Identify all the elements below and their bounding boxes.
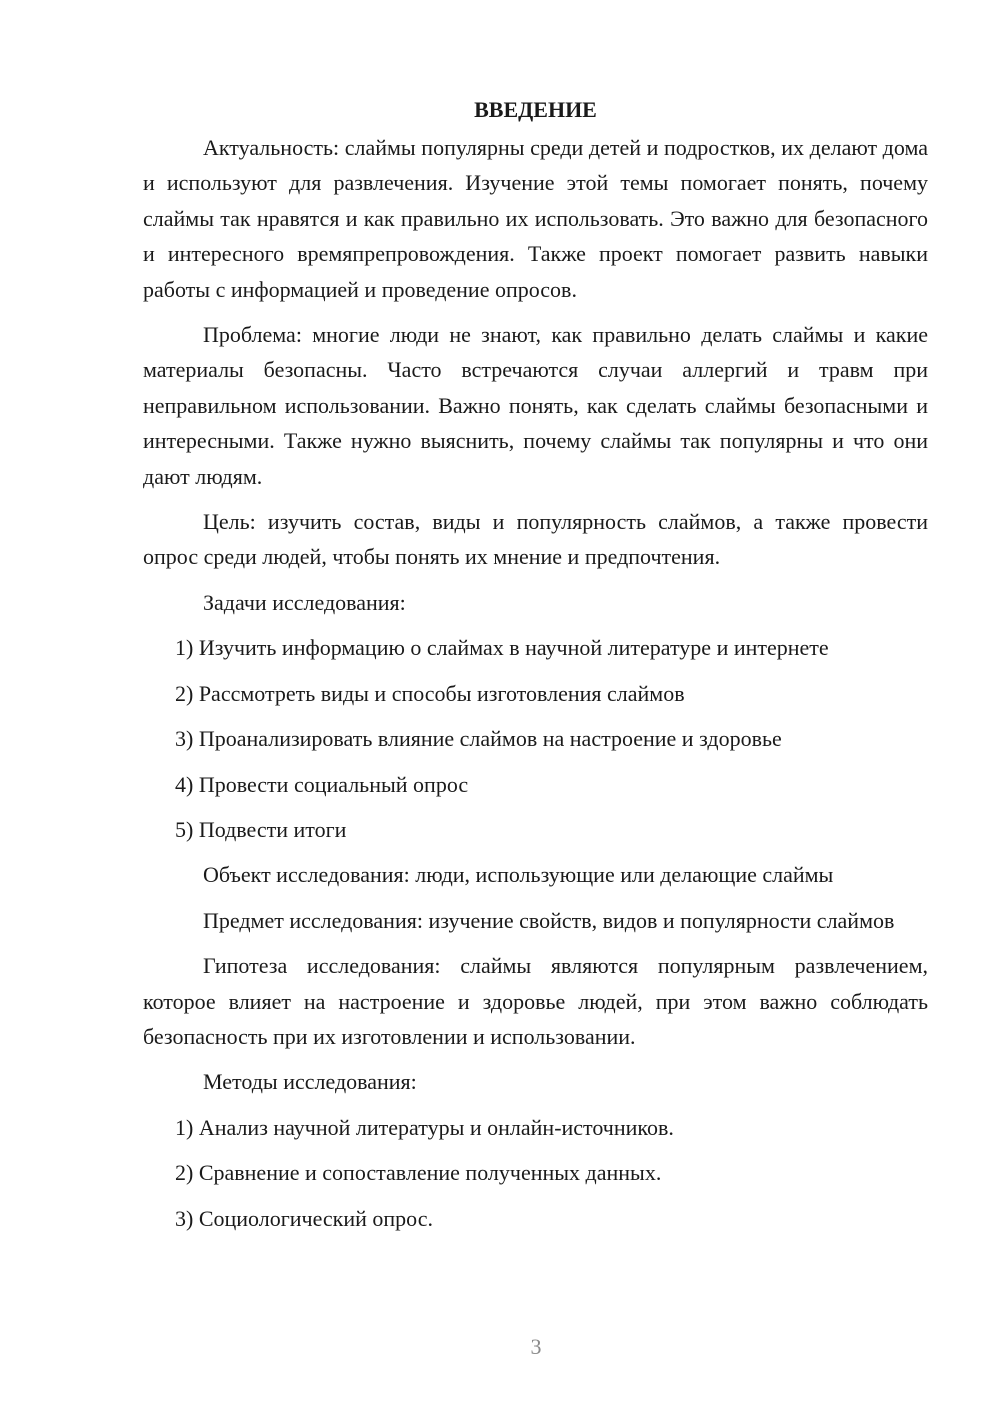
methods-list (143, 1110, 928, 1236)
method-item: 2) Сравнение и сопоставление полученных данных. (175, 1160, 662, 1186)
method-item: 3) Социологический опрос. (175, 1205, 433, 1231)
document-page (143, 92, 928, 1246)
task-item: 5) Подвести итоги (175, 816, 347, 842)
document-title: ВВЕДЕНИЕ (474, 97, 597, 122)
page-number: 3 (530, 1334, 542, 1359)
object-line: Объект исследования: люди, использующие или делающие слаймы (203, 862, 834, 888)
problem-paragraph: Проблема: многие люди не знают, как правильно делать слаймы и какие материалы безопасны. Часто встречаются случаи аллергий и травм при неправильном использовании. Важно понять, как сделать слаймы безопасными и интересными. Также нужно выяснить, почему слаймы так популярны и что они дают людям. (143, 322, 928, 489)
task-item: 3) Проанализировать влияние слаймов на настроение и здоровье (175, 726, 782, 752)
relevance-paragraph: Актуальность: слаймы популярны среди детей и подростков, их делают дома и используют для развлечения. Изучение этой темы помогает понять, почему слаймы так нравятся и как правильно их использовать. Это важно для безопасного и интересного времяпрепровождения. Также проект помогает развить навыки работы с информацией и проведение опросов. (143, 135, 928, 302)
tasks-list (143, 630, 928, 847)
task-item: 4) Провести социальный опрос (175, 771, 469, 797)
methods-heading: Методы исследования: (203, 1069, 417, 1095)
method-item: 1) Анализ научной литературы и онлайн-источников. (175, 1114, 674, 1140)
task-item: 2) Рассмотреть виды и способы изготовления слаймов (175, 680, 685, 706)
subject-paragraph: Предмет исследования: изучение свойств, видов и популярности слаймов (203, 907, 895, 933)
goal-paragraph: Цель: изучить состав, виды и популярность слаймов, а также провести опрос среди людей, чтобы понять их мнение и предпочтения. (143, 509, 928, 570)
task-item: 1) Изучить информацию о слаймах в научной литературе и интернете (175, 635, 829, 661)
hypothesis-paragraph: Гипотеза исследования: слаймы являются популярным развлечением, которое влияет на настроение и здоровье людей, при этом важно соблюдать безопасность при их изготовлении и использовании. (143, 953, 928, 1049)
tasks-heading: Задачи исследования: (203, 589, 406, 615)
